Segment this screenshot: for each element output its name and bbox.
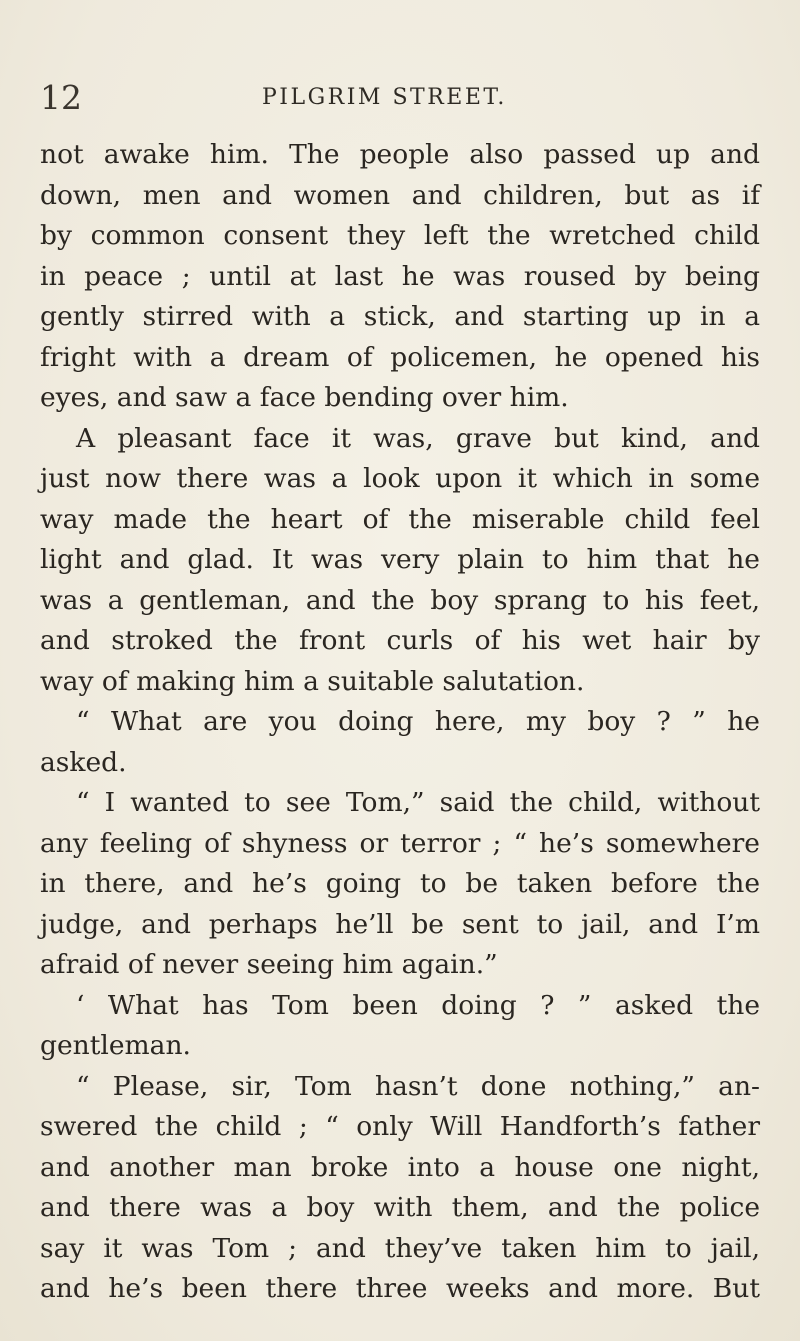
text-line: judge, and perhaps he’ll be sent to jail, and I’m bbox=[40, 908, 760, 940]
text-line: just now there was a look upon it which in some bbox=[40, 463, 760, 494]
body-text bbox=[40, 135, 760, 1310]
text-line: ‘ What has Tom been doing ? ” asked the bbox=[76, 989, 760, 1021]
text-line: way made the heart of the miserable child feel bbox=[40, 503, 760, 535]
text-line: and there was a boy with them, and the police bbox=[40, 1192, 760, 1223]
text-line: say it was Tom ; and they’ve taken him to jail, bbox=[40, 1232, 760, 1264]
text-line: down, men and women and children, but as if bbox=[40, 179, 760, 211]
text-line: swered the child ; “ only Will Handforth’s father bbox=[40, 1111, 760, 1142]
text-line: gently stirred with a stick, and starting up in a bbox=[40, 301, 760, 332]
text-line: fright with a dream of policemen, he opened his bbox=[40, 341, 760, 373]
text-line: not awake him. The people also passed up and bbox=[40, 139, 760, 170]
text-line: and he’s been there three weeks and more. But bbox=[40, 1273, 760, 1304]
text-line: in there, and he’s going to be taken before the bbox=[40, 868, 760, 899]
text-line: way of making him a suitable salutation. bbox=[40, 665, 585, 697]
running-head: PILGRIM STREET. bbox=[262, 85, 507, 110]
text-line: any feeling of shyness or terror ; “ he’s somewhere bbox=[40, 827, 760, 859]
text-line: and another man broke into a house one night, bbox=[40, 1151, 760, 1183]
page-number: 12 bbox=[40, 78, 82, 117]
text-line: was a gentleman, and the boy sprang to his feet, bbox=[40, 584, 760, 616]
text-line: asked. bbox=[40, 746, 127, 778]
text-line: “ I wanted to see Tom,” said the child, without bbox=[76, 787, 760, 818]
text-line: gentleman. bbox=[40, 1030, 191, 1061]
text-line: and stroked the front curls of his wet hair by bbox=[40, 625, 760, 656]
text-line: eyes, and saw a face bending over him. bbox=[40, 382, 569, 413]
text-line: in peace ; until at last he was roused by being bbox=[40, 260, 760, 292]
text-line: by common consent they left the wretched child bbox=[40, 220, 760, 251]
page-header bbox=[40, 78, 760, 118]
text-line: afraid of never seeing him again.” bbox=[40, 949, 498, 980]
text-line: A pleasant face it was, grave but kind, and bbox=[76, 422, 760, 454]
text-line: “ What are you doing here, my boy ? ” he bbox=[76, 706, 760, 737]
text-line: light and glad. It was very plain to him that he bbox=[40, 544, 760, 575]
text-line: “ Please, sir, Tom hasn’t done nothing,” an- bbox=[76, 1070, 760, 1102]
